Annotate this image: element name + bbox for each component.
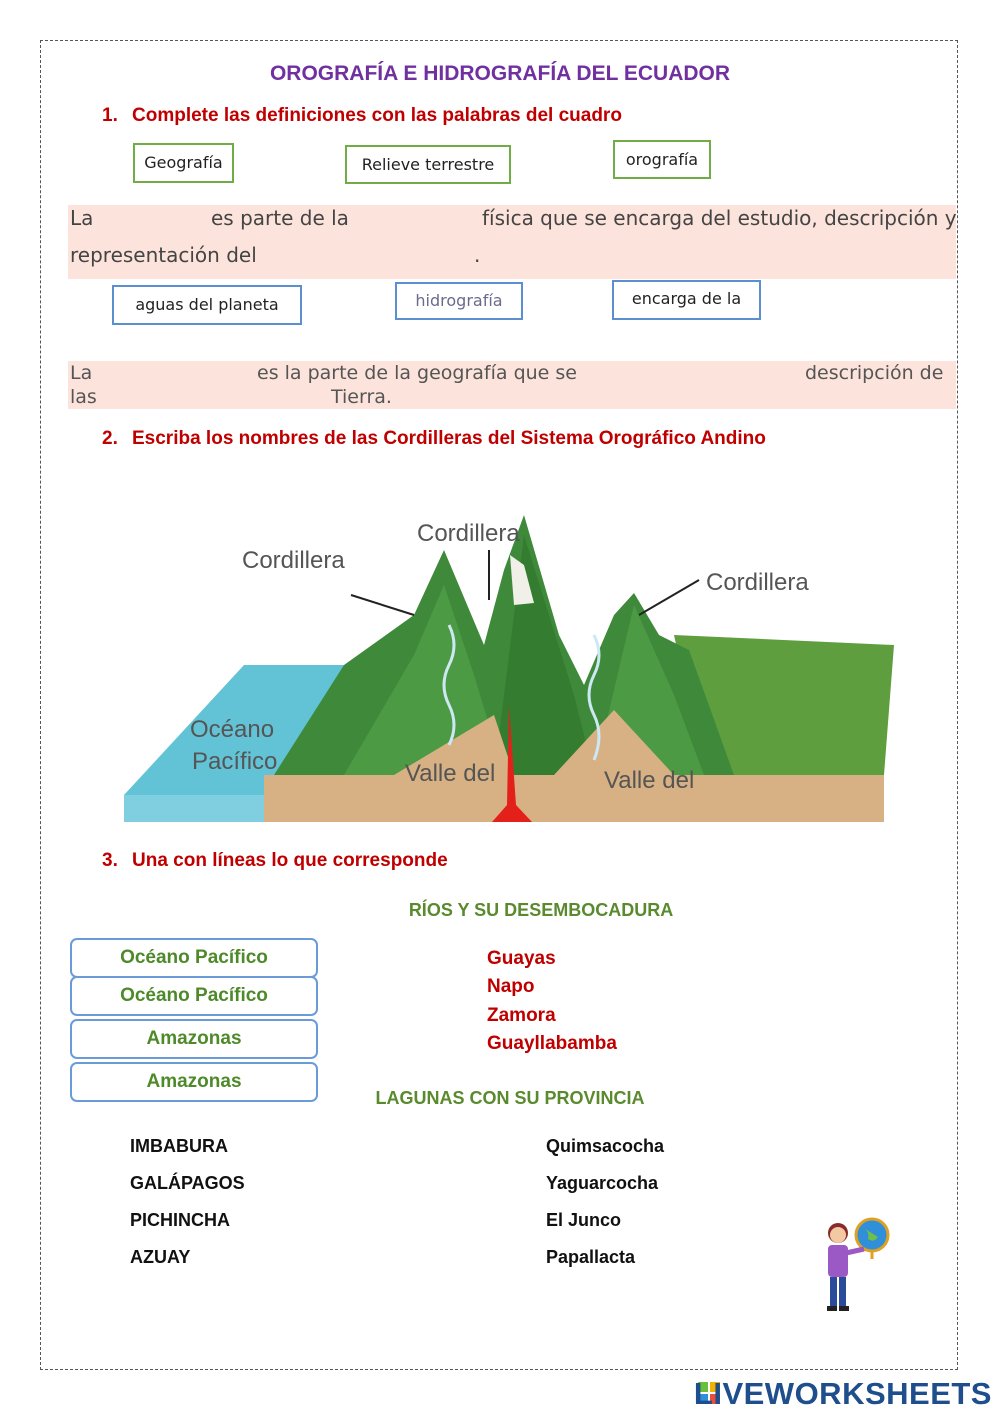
river-guayllabamba[interactable]: Guayllabamba xyxy=(487,1033,617,1054)
word-box-aguas[interactable]: aguas del planeta xyxy=(112,285,302,325)
match-box-amazonas-1[interactable]: Amazonas xyxy=(70,1019,318,1059)
teacher-globe-icon xyxy=(818,1215,896,1315)
label-cordillera-left: Cordillera xyxy=(242,547,345,574)
river-zamora[interactable]: Zamora xyxy=(487,1005,556,1026)
laguna-yaguarcocha[interactable]: Yaguarcocha xyxy=(546,1173,659,1193)
blank-input-1[interactable] xyxy=(100,208,205,234)
label-ocean-line2: Pacífico xyxy=(192,748,278,775)
blank-input-4[interactable] xyxy=(100,363,250,385)
sentence1-part-a: La xyxy=(70,206,94,230)
province-pichincha[interactable]: PICHINCHA xyxy=(130,1210,231,1230)
match-box-amazonas-2[interactable]: Amazonas xyxy=(70,1062,318,1102)
liveworksheets-brand[interactable]: LIVEWORKSHEETS xyxy=(693,1376,992,1411)
word-box-hidrografia[interactable]: hidrografía xyxy=(395,282,523,320)
question-3 xyxy=(102,850,448,872)
question-1-number: 1. xyxy=(102,105,118,126)
question-3-number: 3. xyxy=(102,850,118,871)
province-azuay[interactable]: AZUAY xyxy=(130,1247,191,1267)
question-1 xyxy=(102,105,622,127)
question-2 xyxy=(102,428,766,450)
question-2-number: 2. xyxy=(102,428,118,449)
label-cordillera-right: Cordillera xyxy=(706,569,809,596)
blank-input-5[interactable] xyxy=(597,363,797,385)
laguna-quimsacocha[interactable]: Quimsacocha xyxy=(546,1136,665,1156)
sentence2-part-e: Tierra. xyxy=(331,386,392,408)
sentence2-part-c: descripción de xyxy=(805,362,944,384)
lagunas-heading: LAGUNAS CON SU PROVINCIA xyxy=(375,1088,645,1108)
rios-heading: RÍOS Y SU DESEMBOCADURA xyxy=(408,900,674,920)
sentence2-part-b: es la parte de la geografía que se xyxy=(257,362,577,384)
question-2-text: Escriba los nombres de las Cordilleras del Sistema Orográfico Andino xyxy=(132,428,766,449)
laguna-el-junco[interactable]: El Junco xyxy=(546,1210,622,1230)
label-ocean-line1: Océano xyxy=(190,716,275,743)
label-valley-right: Valle del xyxy=(604,767,695,794)
sentence1-part-c: física que se encarga del estudio, descripción y xyxy=(482,206,957,230)
page-title: OROGRAFÍA E HIDROGRAFÍA DEL ECUADOR xyxy=(269,62,731,85)
word-box-encarga[interactable]: encarga de la xyxy=(612,280,761,320)
word-box-relieve[interactable]: Relieve terrestre xyxy=(345,145,511,184)
match-box-oceano-1[interactable]: Océano Pacífico xyxy=(70,938,318,978)
blank-input-2[interactable] xyxy=(352,208,477,234)
province-imbabura[interactable]: IMBABURA xyxy=(130,1136,228,1156)
sentence1-part-d: representación del xyxy=(70,243,257,267)
river-napo[interactable]: Napo xyxy=(487,976,535,997)
question-3-text: Una con líneas lo que corresponde xyxy=(132,850,448,871)
label-cordillera-center: Cordillera xyxy=(417,520,520,547)
question-1-text: Complete las definiciones con las palabras del cuadro xyxy=(132,105,622,126)
sentence2-part-d: las xyxy=(70,386,97,408)
word-box-geografia[interactable]: Geografía xyxy=(133,143,234,183)
river-guayas[interactable]: Guayas xyxy=(487,948,556,969)
province-galapagos[interactable]: GALÁPAGOS xyxy=(130,1173,245,1193)
label-valley-left: Valle del xyxy=(405,760,496,787)
word-box-orografia[interactable]: orografía xyxy=(613,140,711,179)
laguna-papallacta[interactable]: Papallacta xyxy=(546,1247,636,1267)
andes-cross-section-illustration xyxy=(114,475,908,822)
sentence1-part-b: es parte de la xyxy=(211,206,349,230)
match-box-oceano-2[interactable]: Océano Pacífico xyxy=(70,976,318,1016)
blank-input-3[interactable] xyxy=(262,245,467,271)
sentence2-part-a: La xyxy=(70,362,93,384)
ground-front xyxy=(264,775,884,822)
sentence1-part-e: . xyxy=(474,243,481,267)
blank-input-6[interactable] xyxy=(103,387,325,409)
